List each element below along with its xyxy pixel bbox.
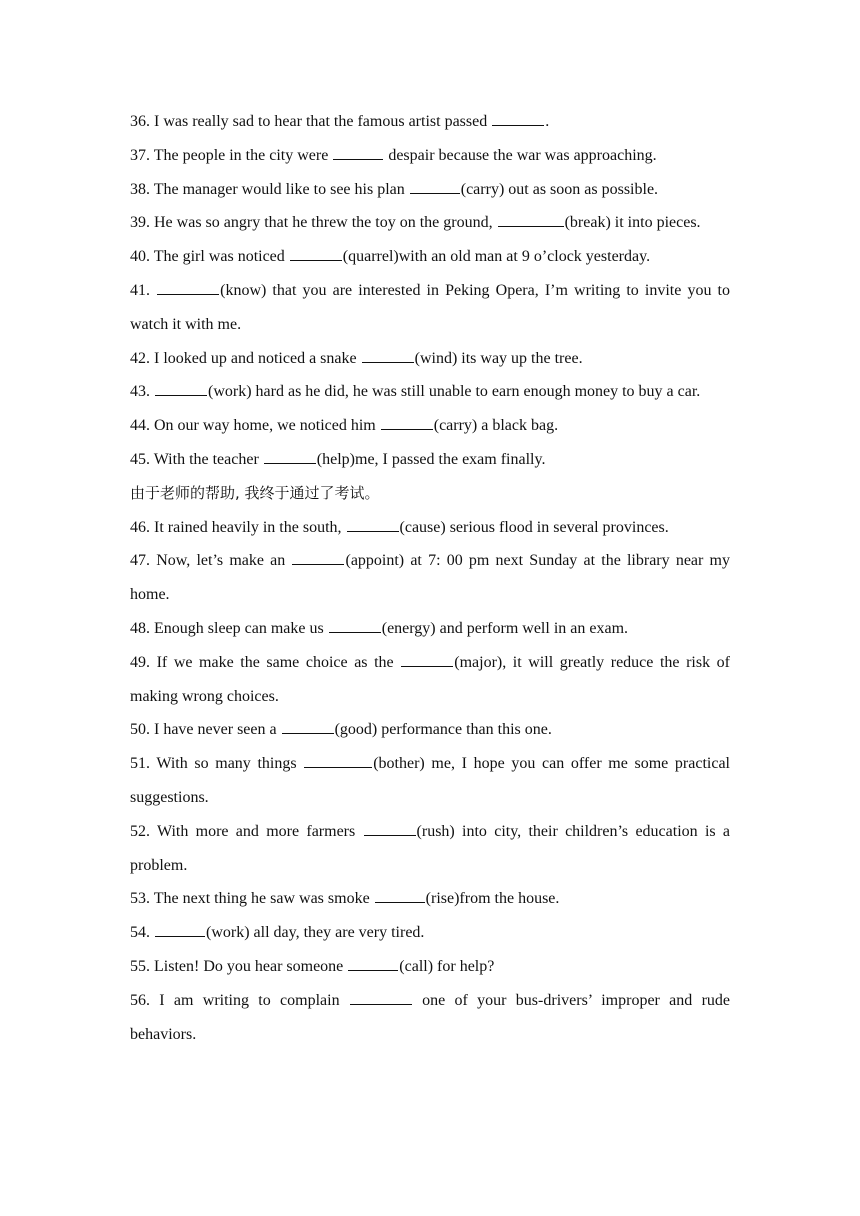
answer-blank[interactable] — [290, 243, 342, 261]
question-39: 39. He was so angry that he threw the toy on the ground, (break) it into pieces. — [130, 206, 730, 240]
question-52: 52. With more and more farmers (rush) into city, their children’s education is a problem. — [130, 815, 730, 883]
answer-blank[interactable] — [155, 378, 207, 396]
question-55: 55. Listen! Do you hear someone (call) for help? — [130, 950, 730, 984]
answer-blank[interactable] — [401, 649, 453, 667]
question-54: 54. (work) all day, they are very tired. — [130, 916, 730, 950]
question-42: 42. I looked up and noticed a snake (wind) its way up the tree. — [130, 342, 730, 376]
question-list — [130, 105, 730, 1051]
question-38: 38. The manager would like to see his plan (carry) out as soon as possible. — [130, 173, 730, 207]
answer-blank[interactable] — [362, 345, 414, 363]
question-40: 40. The girl was noticed (quarrel)with an old man at 9 o’clock yesterday. — [130, 240, 730, 274]
question-45: 45. With the teacher (help)me, I passed the exam finally. — [130, 443, 730, 477]
answer-blank[interactable] — [282, 716, 334, 734]
question-37: 37. The people in the city were despair because the war was approaching. — [130, 139, 730, 173]
answer-blank[interactable] — [350, 987, 412, 1005]
question-49: 49. If we make the same choice as the (major), it will greatly reduce the risk of making wrong choices. — [130, 646, 730, 714]
answer-blank[interactable] — [348, 953, 398, 971]
answer-blank[interactable] — [157, 277, 219, 295]
answer-blank[interactable] — [155, 919, 205, 937]
question-56: 56. I am writing to complain one of your bus-drivers’ improper and rude behaviors. — [130, 984, 730, 1052]
answer-blank[interactable] — [304, 750, 372, 768]
answer-blank[interactable] — [292, 547, 344, 565]
question-41: 41. (know) that you are interested in Peking Opera, I’m writing to invite you to watch it with me. — [130, 274, 730, 342]
answer-blank[interactable] — [347, 514, 399, 532]
answer-blank[interactable] — [492, 108, 544, 126]
question-50: 50. I have never seen a (good) performance than this one. — [130, 713, 730, 747]
answer-blank[interactable] — [364, 818, 416, 836]
question-45-translation: 由于老师的帮助, 我终于通过了考试。 — [130, 483, 380, 502]
question-44: 44. On our way home, we noticed him (carry) a black bag. — [130, 409, 730, 443]
answer-blank[interactable] — [498, 209, 564, 227]
question-51: 51. With so many things (bother) me, I hope you can offer me some practical suggestions. — [130, 747, 730, 815]
question-48: 48. Enough sleep can make us (energy) and perform well in an exam. — [130, 612, 730, 646]
answer-blank[interactable] — [375, 885, 425, 903]
question-43: 43. (work) hard as he did, he was still unable to earn enough money to buy a car. — [130, 375, 730, 409]
answer-blank[interactable] — [329, 615, 381, 633]
answer-blank[interactable] — [381, 412, 433, 430]
question-53: 53. The next thing he saw was smoke (rise)from the house. — [130, 882, 730, 916]
question-46: 46. It rained heavily in the south, (cause) serious flood in several provinces. — [130, 511, 730, 545]
answer-blank[interactable] — [410, 176, 460, 194]
question-47: 47. Now, let’s make an (appoint) at 7: 00 pm next Sunday at the library near my home. — [130, 544, 730, 612]
answer-blank[interactable] — [333, 142, 383, 160]
question-36: 36. I was really sad to hear that the famous artist passed . — [130, 105, 730, 139]
answer-blank[interactable] — [264, 446, 316, 464]
